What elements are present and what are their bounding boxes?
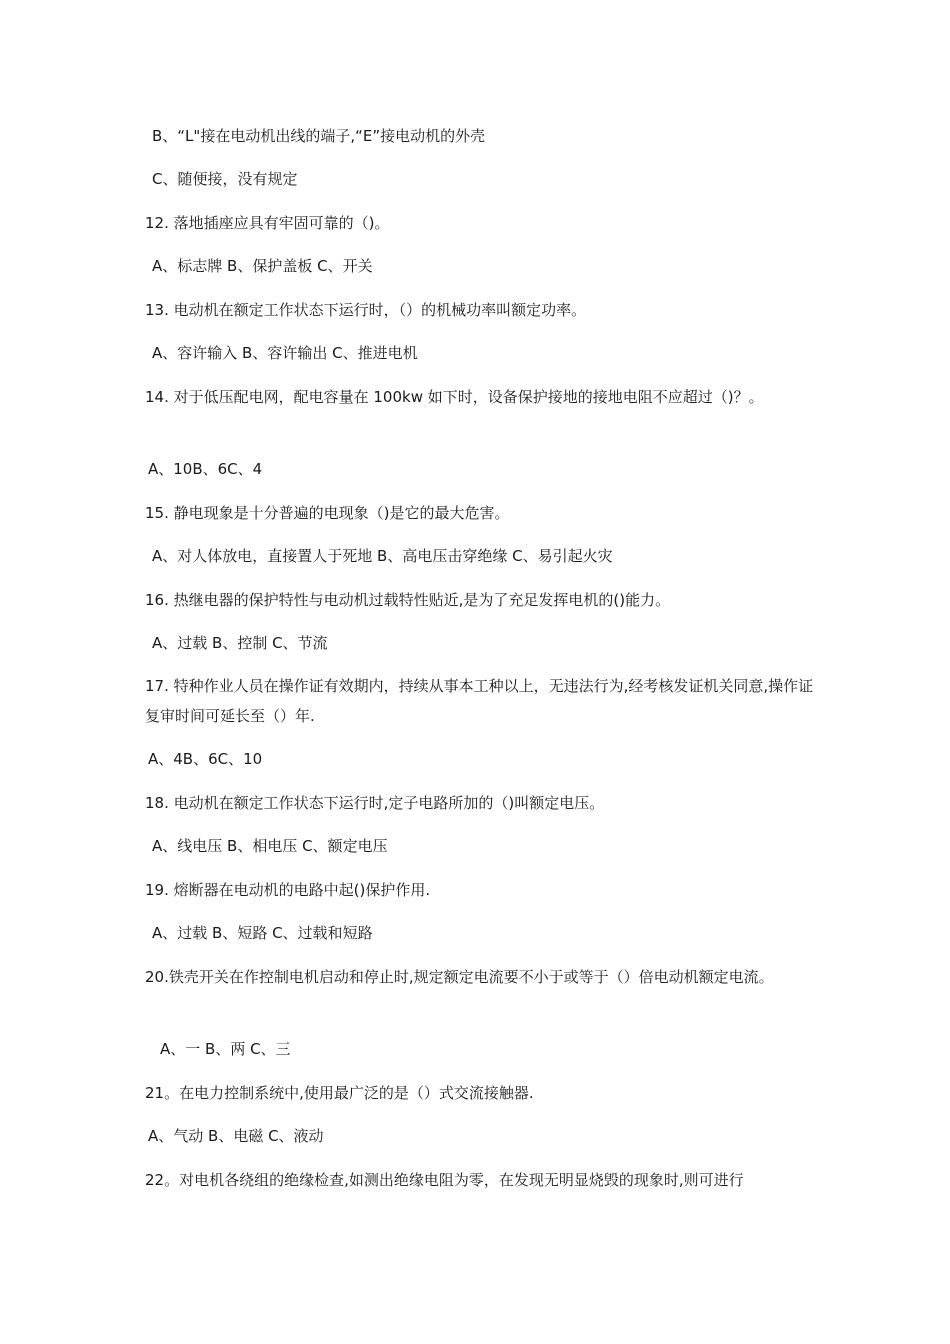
- option-line-c: C、随便接，没有规定: [152, 170, 298, 188]
- question-19: 19. 熔断器在电动机的电路中起()保护作用.: [145, 881, 431, 899]
- options-14: A、10B、6C、4: [148, 460, 263, 478]
- options-15: A、对人体放电，直接置人于死地 B、高电压击穿绝缘 C、易引起火灾: [152, 547, 613, 565]
- options-18: A、线电压 B、相电压 C、额定电压: [152, 837, 388, 855]
- question-12: 12. 落地插座应具有牢固可靠的（)。: [145, 214, 390, 232]
- question-21: 21。在电力控制系统中,使用最广泛的是（）式交流接触器.: [145, 1084, 534, 1102]
- option-line-b: B、“L"接在电动机出线的端子,“E”接电动机的外壳: [152, 127, 486, 145]
- question-15: 15. 静电现象是十分普遍的电现象（)是它的最大危害。: [145, 504, 510, 522]
- question-17: 17. 特种作业人员在操作证有效期内，持续从事本工种以上，无违法行为,经考核发证机关同意,操作证复审时间可延长至（）年.: [145, 677, 814, 725]
- options-21: A、气动 B、电磁 C、液动: [148, 1127, 324, 1145]
- question-13: 13. 电动机在额定工作状态下运行时，（）的机械功率叫额定功率。: [145, 301, 587, 319]
- options-17: A、4B、6C、10: [148, 750, 263, 768]
- question-14: 14. 对于低压配电网，配电容量在 100kw 如下时，设备保护接地的接地电阻不应超过（)？。: [145, 388, 764, 406]
- question-16: 16. 热继电器的保护特性与电动机过载特性贴近,是为了充足发挥电机的()能力。: [145, 591, 671, 609]
- options-19: A、过载 B、短路 C、过载和短路: [152, 924, 373, 942]
- question-18: 18. 电动机在额定工作状态下运行时,定子电路所加的（)叫额定电压。: [145, 794, 605, 812]
- options-13: A、容许输入 B、容许输出 C、推进电机: [152, 344, 418, 362]
- question-20: 20.铁壳开关在作控制电机启动和停止时,规定额定电流要不小于或等于（）倍电动机额定电流。: [145, 968, 774, 986]
- options-12: A、标志牌 B、保护盖板 C、开关: [152, 257, 373, 275]
- options-20: A、一 B、两 C、三: [160, 1040, 291, 1058]
- question-22: 22。对电机各绕组的绝缘检查,如测出绝缘电阻为零，在发现无明显烧毁的现象时,则可进行: [145, 1171, 744, 1189]
- options-16: A、过载 B、控制 C、节流: [152, 634, 328, 652]
